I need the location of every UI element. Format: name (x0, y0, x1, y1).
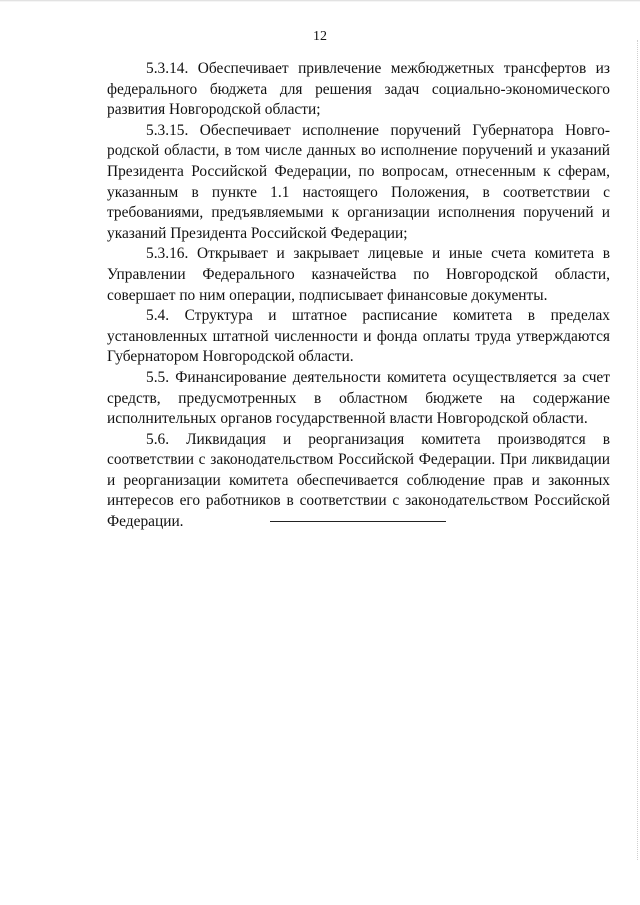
scan-edge-top (0, 0, 640, 2)
scan-edge-right (636, 40, 638, 860)
end-of-document-rule (270, 521, 446, 522)
paragraph-5-4: 5.4. Структура и штатное расписание комитета в пределах установленных штатной численности и фонда оплаты труда утверждаются Губернатором Новгородской области. (107, 307, 610, 366)
paragraph-5-3-16: 5.3.16. Открывает и закрывает лицевые и иные счета комитета в Управлении Федерального казначейства по Новгородской области, совершает по ним операции, подписывает финансовые документы. (107, 245, 610, 304)
paragraph-5-5: 5.5. Финансирование деятельности комитета осуществляется за счет средств, предусмотренных в областном бюджете на содержание исполнительных органов государственной власти Новгородской области. (107, 368, 610, 428)
paragraph-5-3-15: 5.3.15. Обеспечивает исполнение поручений Губернатора Новгородской области, в том числе данных во исполнение поручений и указаний Президента Российской Федерации, по вопросам, отнесенным к сферам, указанным в пункте 1.1 настоящего Положения, в соответствии с требованиями, предъявляемыми к организации исполнения поручений и указаний Президента Российской Федерации; (107, 121, 610, 242)
document-body (107, 59, 610, 533)
page-number: 12 (313, 29, 327, 44)
paragraph-5-6: 5.6. Ликвидация и реорганизация комитета производятся в соответствии с законодательством Российской Федерации. При ликвидации и реорганизации комитета обеспечивается соблюдение прав и законных интересов его работников в соответствии с законодательством Российской Федерации. (107, 430, 610, 531)
paragraph-5-3-14: 5.3.14. Обеспечивает привлечение межбюджетных трансфертов из федерального бюджета для решения задач социально-экономического развития Новгородской области; (107, 60, 610, 119)
